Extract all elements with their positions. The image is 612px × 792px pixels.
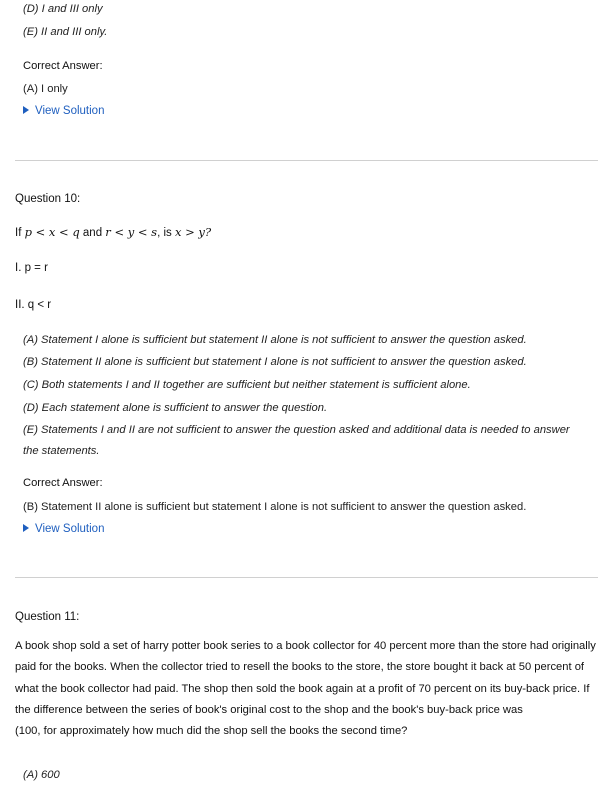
- question-10-title: Question 10:: [15, 193, 81, 205]
- question-10-option-c: (C) Both statements I and II together are sufficient but neither statement is sufficient alone.: [23, 379, 471, 391]
- stem-qmark: ?: [204, 225, 212, 239]
- expand-triangle-icon: [23, 106, 29, 114]
- question-10-option-a: (A) Statement I alone is sufficient but statement II alone is not sufficient to answer the question asked.: [23, 334, 527, 346]
- stem-condition-1: p < x < q: [24, 225, 80, 239]
- stem-is: , is: [157, 227, 172, 239]
- question-10-option-e: (E) Statements I and II are not sufficient to answer the question asked and additional data is needed to answer the statements.: [23, 424, 570, 457]
- stem-query: x > y: [175, 225, 205, 239]
- question-11-body-text: A book shop sold a set of harry potter book series to a book collector for 40 percent more than the store had originally paid for the books. When the collector tried to resell the books to the store, the store bought it back at 50 percent of what the book collector had paid. The shop then sold the book again at a profit of 70 percent on its buy-back price. If the difference between the series of book's original cost to the shop and the book's buy-back price was: [15, 640, 596, 716]
- prev-correct-answer-label: Correct Answer:: [23, 60, 103, 72]
- question-11-option-a: (A) 600: [23, 769, 60, 781]
- statement-1: I. p = r: [15, 262, 48, 274]
- question-11-title: Question 11:: [15, 611, 80, 623]
- prev-option-e: (E) II and III only.: [23, 26, 108, 38]
- question-10-view-solution-link[interactable]: [23, 523, 104, 535]
- question-10-option-b: (B) Statement II alone is sufficient but statement I alone is not sufficient to answer the question asked.: [23, 356, 527, 368]
- question-10-correct-answer-label: Correct Answer:: [23, 477, 103, 489]
- expand-triangle-icon: [23, 524, 29, 532]
- section-divider: [15, 577, 598, 578]
- statement-2: II. q < r: [15, 299, 52, 311]
- section-divider: [15, 160, 598, 161]
- prev-view-solution-label: View Solution: [35, 105, 105, 117]
- prev-view-solution-link[interactable]: [23, 105, 104, 117]
- stem-if: If: [15, 227, 22, 239]
- question-11-body-tail: (100, for approximately how much did the shop sell the books the second time?: [15, 725, 408, 738]
- question-10-correct-answer: (B) Statement II alone is sufficient but statement I alone is not sufficient to answer the question asked.: [23, 501, 527, 513]
- stem-condition-2: r < y < s: [105, 225, 158, 239]
- prev-correct-answer: (A) I only: [23, 83, 68, 95]
- stem-and: and: [82, 227, 103, 239]
- question-10-option-d: (D) Each statement alone is sufficient to answer the question.: [23, 402, 328, 414]
- question-11-body: [15, 636, 600, 742]
- question-10-stem: [15, 225, 211, 239]
- question-10-view-solution-label: View Solution: [35, 523, 105, 535]
- prev-option-d: (D) I and III only: [23, 3, 103, 15]
